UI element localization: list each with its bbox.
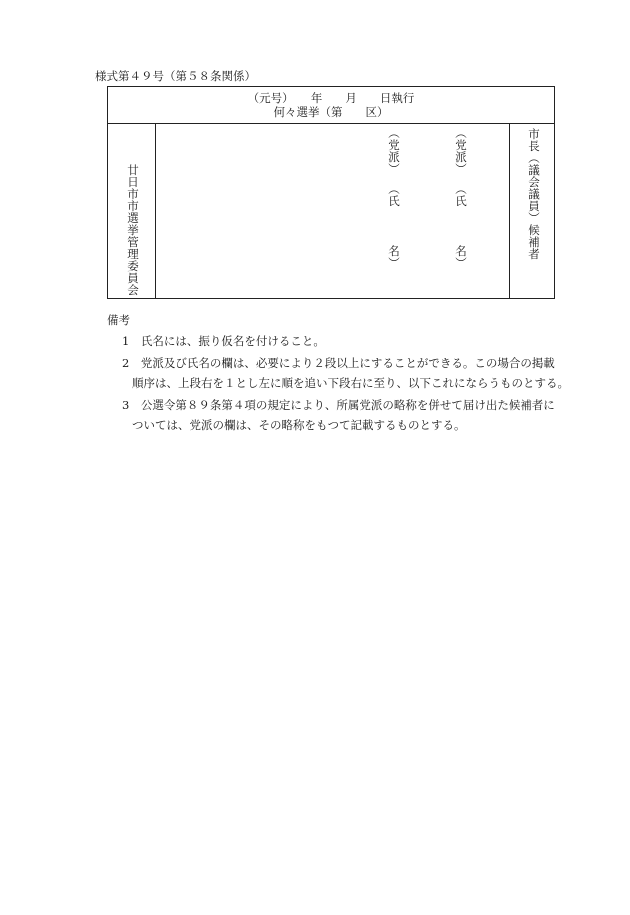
note-line: ついては、党派の欄は、その略称をもつて記載するものとする。 bbox=[132, 418, 466, 432]
committee-column bbox=[108, 124, 156, 298]
note-line: 2 党派及び氏名の欄は、必要により２段以上にすることができる。この場合の掲載 bbox=[122, 356, 555, 370]
candidate-column-2 bbox=[386, 127, 402, 267]
election-date-line: （元号） 年 月 日執行 bbox=[247, 91, 415, 105]
name-label-open: （氏 bbox=[387, 183, 401, 207]
name-label-close: 名） bbox=[454, 245, 468, 269]
form-number: 様式第４９号（第５８条関係） bbox=[95, 69, 256, 83]
ballot-form-table bbox=[107, 86, 555, 299]
note-item bbox=[122, 356, 569, 390]
note-item bbox=[122, 398, 555, 432]
name-label-open: （氏 bbox=[454, 183, 468, 207]
party-label: （党派） bbox=[387, 127, 401, 175]
candidate-type-label: 市長（議会議員）候補者 bbox=[527, 128, 541, 260]
party-label: （党派） bbox=[454, 127, 468, 175]
note-line: 1 氏名には、振り仮名を付けること。 bbox=[122, 334, 325, 348]
note-line: 順序は、上段右を１とし左に順を追い下段右に至り、以下これにならうものとする。 bbox=[132, 376, 569, 390]
note-line: 3 公選令第８９条第４項の規定により、所属党派の略称を併せて届け出た候補者に bbox=[122, 398, 555, 412]
candidate-type-column bbox=[509, 124, 554, 298]
notes-title: 備考 bbox=[107, 313, 130, 327]
candidate-column-1 bbox=[453, 127, 469, 267]
election-name-line: 何々選挙（第 区） bbox=[273, 105, 389, 119]
note-item bbox=[122, 334, 325, 348]
election-header bbox=[108, 87, 554, 124]
name-label-close: 名） bbox=[387, 245, 401, 269]
committee-label: 廿日市市選挙管理委員会 bbox=[126, 164, 140, 296]
